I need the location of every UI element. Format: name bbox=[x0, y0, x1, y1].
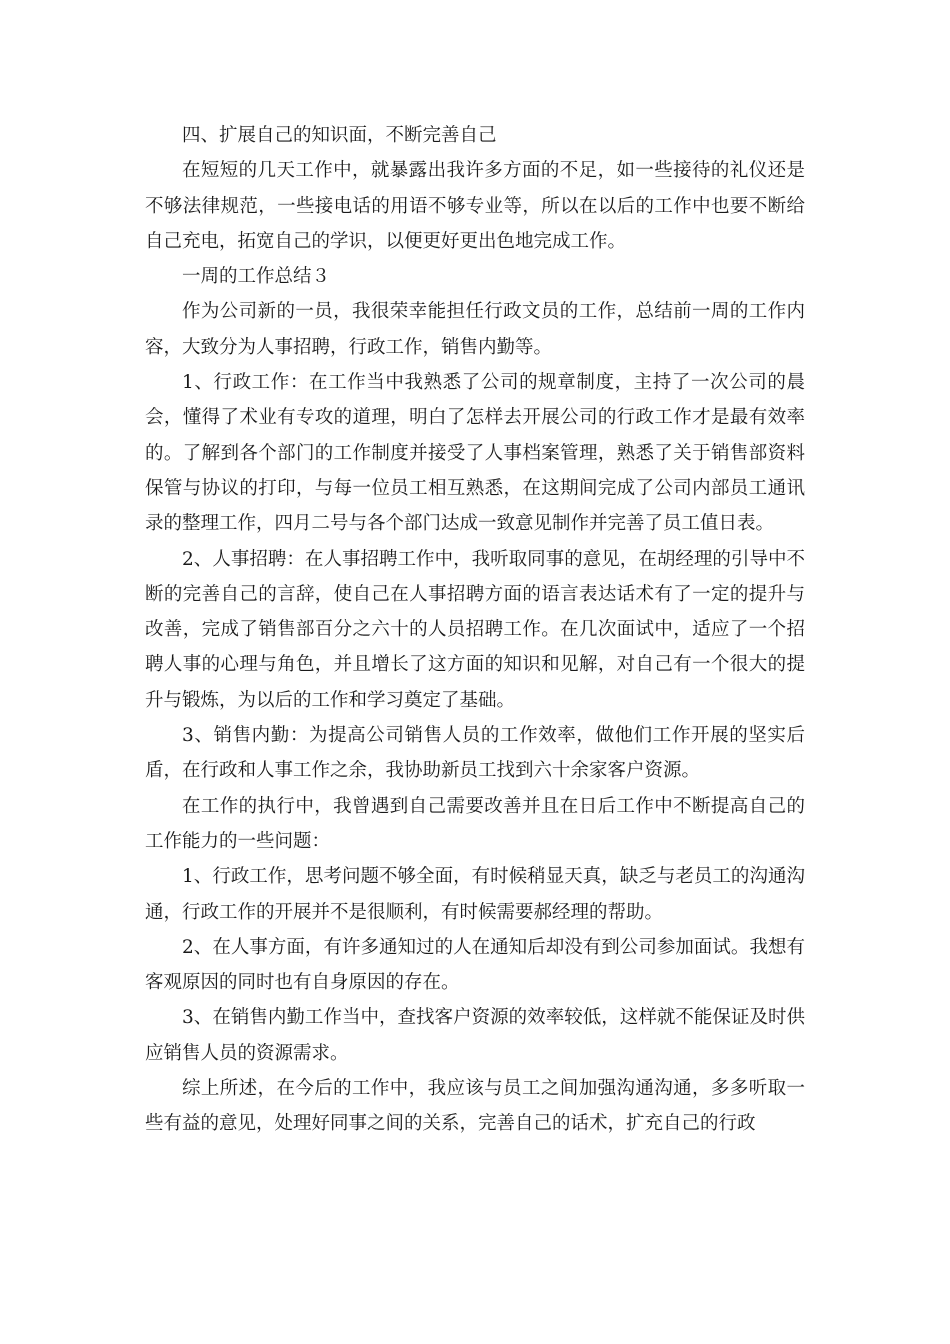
paragraph-recruitment: 2、人事招聘：在人事招聘工作中，我听取同事的意见，在胡经理的引导中不断的完善自己的言辞，使自己在人事招聘方面的语言表达话术有了一定的提升与改善，完成了销售部百分之六十的人员招聘工作。在几次面试中，适应了一个招聘人事的心理与角色，并且增长了这方面的知识和见解，对自己有一个很大的提升与锻炼，为以后的工作和学习奠定了基础。 bbox=[145, 548, 805, 711]
paragraph-problems-intro: 在工作的执行中，我曾遇到自己需要改善并且在日后工作中不断提高自己的工作能力的一些问题： bbox=[145, 795, 805, 852]
paragraph-intro: 作为公司新的一员，我很荣幸能担任行政文员的工作，总结前一周的工作内容，大致分为人事招聘，行政工作，销售内勤等。 bbox=[145, 301, 805, 358]
section-heading-expand-knowledge: 四、扩展自己的知识面，不断完善自己 bbox=[182, 125, 497, 146]
paragraph-self-improvement: 在短短的几天工作中，就暴露出我许多方面的不足，如一些接待的礼仪还是不够法律规范，一些接电话的用语不够专业等，所以在以后的工作中也要不断给自己充电，拓宽自己的学识，以便更好更出色地完成工作。 bbox=[145, 160, 805, 252]
paragraph-problem-admin: 1、行政工作，思考问题不够全面，有时候稍显天真，缺乏与老员工的沟通沟通，行政工作的开展并不是很顺利，有时候需要郝经理的帮助。 bbox=[145, 866, 805, 923]
paragraph-sales-support: 3、销售内勤：为提高公司销售人员的工作效率，做他们工作开展的坚实后盾，在行政和人事工作之余，我协助新员工找到六十余家客户资源。 bbox=[145, 725, 805, 782]
paragraph-problem-hr: 2、在人事方面，有许多通知过的人在通知后却没有到公司参加面试。我想有客观原因的同时也有自身原因的存在。 bbox=[145, 936, 805, 994]
paragraph-problem-sales: 3、在销售内勤工作当中，查找客户资源的效率较低，这样就不能保证及时供应销售人员的资源需求。 bbox=[145, 1007, 805, 1064]
document-body bbox=[145, 118, 805, 1142]
section-heading-weekly-summary-3: 一周的工作总结３ bbox=[182, 266, 331, 288]
paragraph-conclusion: 综上所述，在今后的工作中，我应该与员工之间加强沟通沟通，多多听取一些有益的意见，处理好同事之间的关系，完善自己的话术，扩充自己的行政 bbox=[145, 1078, 805, 1135]
paragraph-admin-work: 1、行政工作：在工作当中我熟悉了公司的规章制度，主持了一次公司的晨会，懂得了术业有专攻的道理，明白了怎样去开展公司的行政工作才是最有效率的。了解到各个部门的工作制度并接受了人事档案管理，熟悉了关于销售部资料保管与协议的打印，与每一位员工相互熟悉，在这期间完成了公司内部员工通讯录的整理工作，四月二号与各个部门达成一致意见制作并完善了员工值日表。 bbox=[145, 372, 805, 535]
